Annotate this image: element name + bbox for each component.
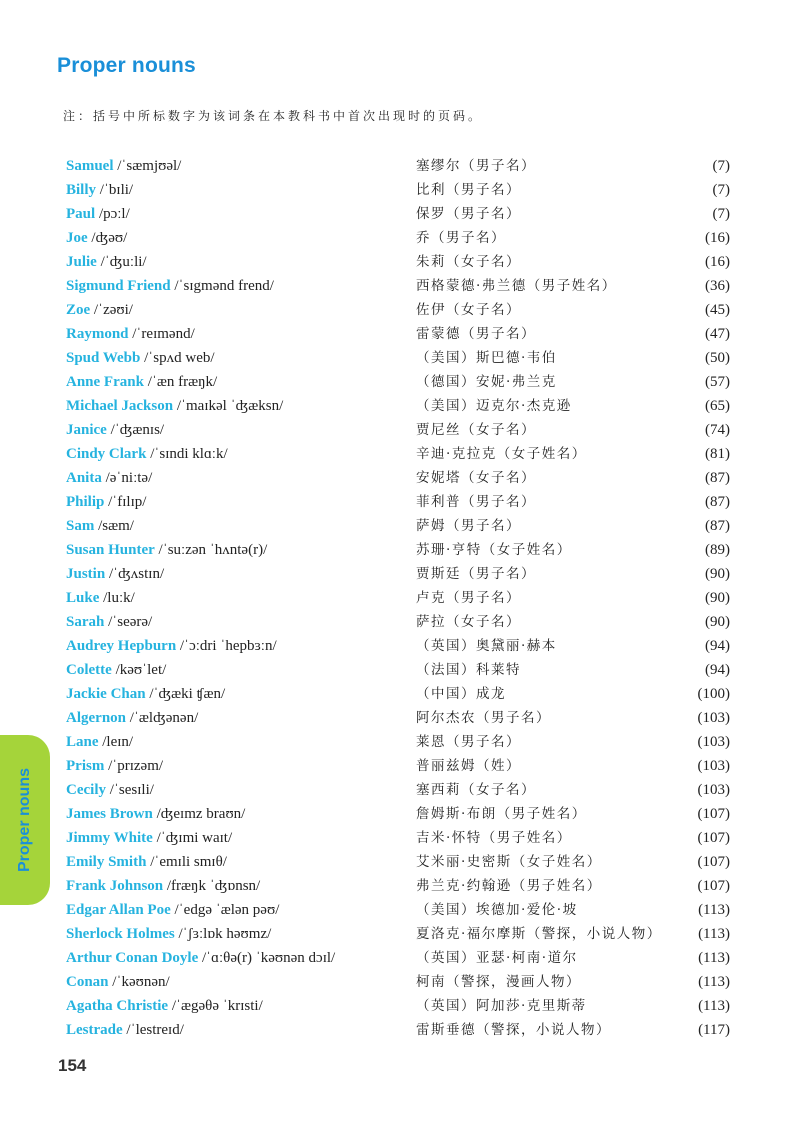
list-item (66, 706, 730, 730)
entry-pronunciation: /ˈæn fræŋk/ (147, 374, 218, 390)
entry-page: (45) (705, 302, 730, 318)
entry-chinese: （美国）斯巴德·韦伯 (416, 350, 557, 366)
list-item (66, 418, 730, 442)
entry-page: (103) (697, 734, 730, 750)
entry-pronunciation: /sæm/ (98, 518, 134, 534)
page-note: 注：括号中所标数字为该词条在本教科书中首次出现时的页码。 (63, 109, 484, 123)
entry-name: Justin (66, 566, 106, 582)
entry-page: (90) (705, 590, 730, 606)
entry-pronunciation: /ˈlestreɪd/ (126, 1022, 184, 1038)
entry-name: Cecily (66, 782, 106, 798)
entry-page: (117) (698, 1022, 730, 1038)
entry-name: James Brown (66, 806, 153, 822)
entry-chinese: 雷斯垂德（警探，小说人物） (416, 1022, 611, 1038)
entry-name: Raymond (66, 326, 129, 342)
entry-english (66, 322, 195, 346)
entry-english (66, 970, 170, 994)
entry-english (66, 514, 134, 538)
entry-english (66, 298, 133, 322)
entry-english (66, 898, 279, 922)
entry-page: (7) (712, 182, 730, 198)
entry-page: (87) (705, 470, 730, 486)
entry-chinese: 贾尼丝（女子名） (416, 422, 536, 438)
list-item (66, 1018, 730, 1042)
entry-chinese: （英国）奥黛丽·赫本 (416, 638, 557, 654)
entry-pronunciation: /leɪn/ (102, 734, 134, 750)
entry-chinese: 莱恩（男子名） (416, 734, 521, 750)
entry-name: Conan (66, 974, 109, 990)
entry-page: (107) (697, 878, 730, 894)
list-item (66, 874, 730, 898)
entry-english (66, 586, 135, 610)
entry-pronunciation: /ʤeɪmz braʊn/ (156, 806, 246, 822)
entry-english (66, 850, 227, 874)
entry-page: (65) (705, 398, 730, 414)
entry-english (66, 802, 245, 826)
entry-english (66, 346, 215, 370)
entry-name: Philip (66, 494, 105, 510)
entry-pronunciation: /ˈseərə/ (108, 614, 153, 630)
entry-page: (89) (705, 542, 730, 558)
list-item (66, 514, 730, 538)
proper-nouns-list (66, 154, 730, 1042)
list-item (66, 274, 730, 298)
entry-pronunciation: /ˈsuːzən ˈhʌntə(r)/ (158, 542, 268, 558)
entry-page: (94) (705, 662, 730, 678)
entry-chinese: （中国）成龙 (416, 686, 506, 702)
entry-english (66, 610, 152, 634)
entry-chinese: （美国）迈克尔·杰克逊 (416, 398, 572, 414)
entry-pronunciation: /ˈʤɪmi waɪt/ (156, 830, 233, 846)
entry-english (66, 154, 181, 178)
entry-pronunciation: /ˈɔːdri ˈhepbɜːn/ (179, 638, 277, 654)
entry-name: Jimmy White (66, 830, 153, 846)
list-item (66, 586, 730, 610)
entry-name: Joe (66, 230, 88, 246)
list-item (66, 610, 730, 634)
entry-pronunciation: /ˈʤʌstɪn/ (108, 566, 165, 582)
entry-page: (94) (705, 638, 730, 654)
list-item (66, 778, 730, 802)
list-item (66, 178, 730, 202)
entry-english (66, 538, 267, 562)
entry-chinese: 萨姆（男子名） (416, 518, 521, 534)
list-item (66, 466, 730, 490)
entry-pronunciation: /ˈælʤənən/ (129, 710, 199, 726)
entry-page: (7) (712, 206, 730, 222)
entry-pronunciation: /ˈsɪndi klɑːk/ (150, 446, 228, 462)
entry-chinese: （法国）科莱特 (416, 662, 521, 678)
entry-name: Frank Johnson (66, 878, 164, 894)
entry-pronunciation: /ˈbɪli/ (99, 182, 134, 198)
entry-page: (103) (697, 710, 730, 726)
entry-chinese: 夏洛克·福尔摩斯（警探，小说人物） (416, 926, 662, 942)
entry-chinese: （英国）亚瑟·柯南·道尔 (416, 950, 578, 966)
entry-chinese: 菲利普（男子名） (416, 494, 536, 510)
entry-english (66, 778, 154, 802)
entry-page: (7) (712, 158, 730, 174)
entry-pronunciation: /ˈemɪli smɪθ/ (150, 854, 227, 870)
entry-english (66, 394, 283, 418)
entry-english (66, 1018, 184, 1042)
entry-name: Spud Webb (66, 350, 141, 366)
entry-name: Sherlock Holmes (66, 926, 175, 942)
entry-chinese: （美国）埃德加·爱伦·坡 (416, 902, 578, 918)
entry-pronunciation: /ˈreɪmənd/ (132, 326, 195, 342)
entry-chinese: 萨拉（女子名） (416, 614, 521, 630)
list-item (66, 994, 730, 1018)
entry-pronunciation: /fræŋk ˈʤɒnsn/ (166, 878, 261, 894)
list-item (66, 946, 730, 970)
list-item (66, 826, 730, 850)
list-item (66, 394, 730, 418)
page-number: 154 (58, 1056, 87, 1075)
entry-name: Michael Jackson (66, 398, 174, 414)
entry-chinese: 阿尔杰农（男子名） (416, 710, 551, 726)
entry-pronunciation: /ˈʃɜːlɒk həʊmz/ (178, 926, 272, 942)
entry-name: Algernon (66, 710, 126, 726)
list-item (66, 370, 730, 394)
entry-name: Prism (66, 758, 105, 774)
entry-page: (16) (705, 254, 730, 270)
entry-chinese: （德国）安妮·弗兰克 (416, 374, 557, 390)
list-item (66, 898, 730, 922)
entry-name: Arthur Conan Doyle (66, 950, 199, 966)
entry-english (66, 994, 263, 1018)
entry-pronunciation: /luːk/ (103, 590, 135, 606)
entry-english (66, 754, 163, 778)
entry-english (66, 658, 166, 682)
entry-name: Zoe (66, 302, 91, 318)
entry-pronunciation: /ˈkəʊnən/ (112, 974, 170, 990)
list-item (66, 202, 730, 226)
entry-chinese: 辛迪·克拉克（女子姓名） (416, 446, 587, 462)
entry-page: (113) (698, 902, 730, 918)
entry-english (66, 466, 152, 490)
entry-chinese: 普丽兹姆（姓） (416, 758, 521, 774)
entry-english (66, 226, 127, 250)
entry-page: (113) (698, 998, 730, 1014)
list-item (66, 754, 730, 778)
entry-name: Audrey Hepburn (66, 638, 177, 654)
entry-pronunciation: /ˈsæmjʊəl/ (117, 158, 182, 174)
entry-page: (81) (705, 446, 730, 462)
entry-chinese: 柯南（警探，漫画人物） (416, 974, 581, 990)
entry-page: (16) (705, 230, 730, 246)
entry-chinese: 詹姆斯·布朗（男子姓名） (416, 806, 587, 822)
entry-english (66, 442, 228, 466)
entry-chinese: 卢克（男子名） (416, 590, 521, 606)
entry-pronunciation: /ˈʤuːli/ (100, 254, 147, 270)
entry-english (66, 370, 217, 394)
entry-name: Cindy Clark (66, 446, 147, 462)
entry-name: Samuel (66, 158, 114, 174)
entry-page: (50) (705, 350, 730, 366)
entry-pronunciation: /pɔːl/ (98, 206, 130, 222)
entry-name: Janice (66, 422, 107, 438)
entry-page: (36) (705, 278, 730, 294)
entry-english (66, 682, 225, 706)
list-item (66, 226, 730, 250)
entry-name: Edgar Allan Poe (66, 902, 171, 918)
entry-pronunciation: /ˈedgə ˈælən pəʊ/ (174, 902, 280, 918)
entry-name: Lestrade (66, 1022, 123, 1038)
list-item (66, 442, 730, 466)
entry-english (66, 706, 198, 730)
entry-pronunciation: /ˈʤæki ʧæn/ (149, 686, 226, 702)
entry-page: (87) (705, 518, 730, 534)
entry-page: (107) (697, 854, 730, 870)
entry-page: (74) (705, 422, 730, 438)
entry-name: Anne Frank (66, 374, 144, 390)
entry-chinese: 雷蒙德（男子名） (416, 326, 536, 342)
entry-chinese: 乔（男子名） (416, 230, 506, 246)
list-item (66, 682, 730, 706)
entry-pronunciation: /ˈægəθə ˈkrɪsti/ (171, 998, 263, 1014)
entry-english (66, 490, 146, 514)
entry-chinese: （英国）阿加莎·克里斯蒂 (416, 998, 587, 1014)
list-item (66, 922, 730, 946)
entry-chinese: 西格蒙德·弗兰德（男子姓名） (416, 278, 617, 294)
list-item (66, 346, 730, 370)
entry-name: Colette (66, 662, 112, 678)
entry-name: Paul (66, 206, 96, 222)
entry-page: (103) (697, 782, 730, 798)
entry-page: (87) (705, 494, 730, 510)
list-item (66, 730, 730, 754)
entry-name: Agatha Christie (66, 998, 169, 1014)
entry-chinese: 比利（男子名） (416, 182, 521, 198)
entry-english (66, 634, 277, 658)
list-item (66, 970, 730, 994)
entry-page: (107) (697, 806, 730, 822)
entry-chinese: 佐伊（女子名） (416, 302, 521, 318)
entry-chinese: 贾斯廷（男子名） (416, 566, 536, 582)
entry-page: (100) (697, 686, 730, 702)
entry-name: Susan Hunter (66, 542, 155, 558)
entry-english (66, 730, 133, 754)
entry-chinese: 朱莉（女子名） (416, 254, 521, 270)
list-item (66, 850, 730, 874)
entry-page: (57) (705, 374, 730, 390)
entry-chinese: 吉米·怀特（男子姓名） (416, 830, 572, 846)
entry-pronunciation: /ʤəʊ/ (91, 230, 128, 246)
entry-name: Luke (66, 590, 100, 606)
entry-english (66, 250, 147, 274)
side-tab-label: Proper nouns (16, 767, 33, 873)
entry-english (66, 562, 164, 586)
entry-english (66, 874, 260, 898)
list-item (66, 538, 730, 562)
entry-pronunciation: /kəʊˈlet/ (115, 662, 167, 678)
entry-pronunciation: /ˈmaɪkəl ˈʤæksn/ (176, 398, 284, 414)
entry-page: (107) (697, 830, 730, 846)
entry-chinese: 苏珊·亨特（女子姓名） (416, 542, 572, 558)
list-item (66, 322, 730, 346)
entry-page: (90) (705, 614, 730, 630)
entry-pronunciation: /ˈfɪlɪp/ (108, 494, 147, 510)
entry-english (66, 922, 271, 946)
entry-pronunciation: /ˈsesɪli/ (109, 782, 154, 798)
entry-name: Anita (66, 470, 102, 486)
entry-page: (113) (698, 950, 730, 966)
entry-page: (47) (705, 326, 730, 342)
list-item (66, 658, 730, 682)
entry-pronunciation: /ˈʤænɪs/ (110, 422, 165, 438)
entry-english (66, 202, 130, 226)
entry-name: Emily Smith (66, 854, 147, 870)
entry-chinese: 安妮塔（女子名） (416, 470, 536, 486)
entry-pronunciation: /ˈzəʊi/ (93, 302, 133, 318)
entry-pronunciation: /ˈprɪzəm/ (108, 758, 164, 774)
entry-page: (90) (705, 566, 730, 582)
entry-english (66, 178, 133, 202)
entry-name: Lane (66, 734, 99, 750)
entry-name: Sam (66, 518, 95, 534)
entry-english (66, 418, 164, 442)
entry-page: (103) (697, 758, 730, 774)
entry-name: Sigmund Friend (66, 278, 171, 294)
list-item (66, 298, 730, 322)
entry-pronunciation: /əˈniːtə/ (105, 470, 153, 486)
entry-chinese: 弗兰克·约翰逊（男子姓名） (416, 878, 602, 894)
entry-name: Julie (66, 254, 97, 270)
entry-page: (113) (698, 926, 730, 942)
entry-chinese: 塞缪尔（男子名） (416, 158, 536, 174)
entry-name: Jackie Chan (66, 686, 146, 702)
entry-name: Billy (66, 182, 97, 198)
entry-english (66, 274, 274, 298)
list-item (66, 634, 730, 658)
entry-pronunciation: /ˈspʌd web/ (144, 350, 215, 366)
page-title: Proper nouns (57, 54, 196, 77)
list-item (66, 250, 730, 274)
entry-chinese: 塞西莉（女子名） (416, 782, 536, 798)
entry-name: Sarah (66, 614, 105, 630)
entry-page: (113) (698, 974, 730, 990)
entry-english (66, 946, 335, 970)
list-item (66, 154, 730, 178)
list-item (66, 562, 730, 586)
entry-chinese: 保罗（男子名） (416, 206, 521, 222)
list-item (66, 490, 730, 514)
entry-pronunciation: /ˈsɪgmənd frend/ (174, 278, 274, 294)
list-item (66, 802, 730, 826)
entry-pronunciation: /ˈɑːθə(r) ˈkəʊnən dɔɪl/ (201, 950, 336, 966)
entry-english (66, 826, 232, 850)
entry-chinese: 艾米丽·史密斯（女子姓名） (416, 854, 602, 870)
